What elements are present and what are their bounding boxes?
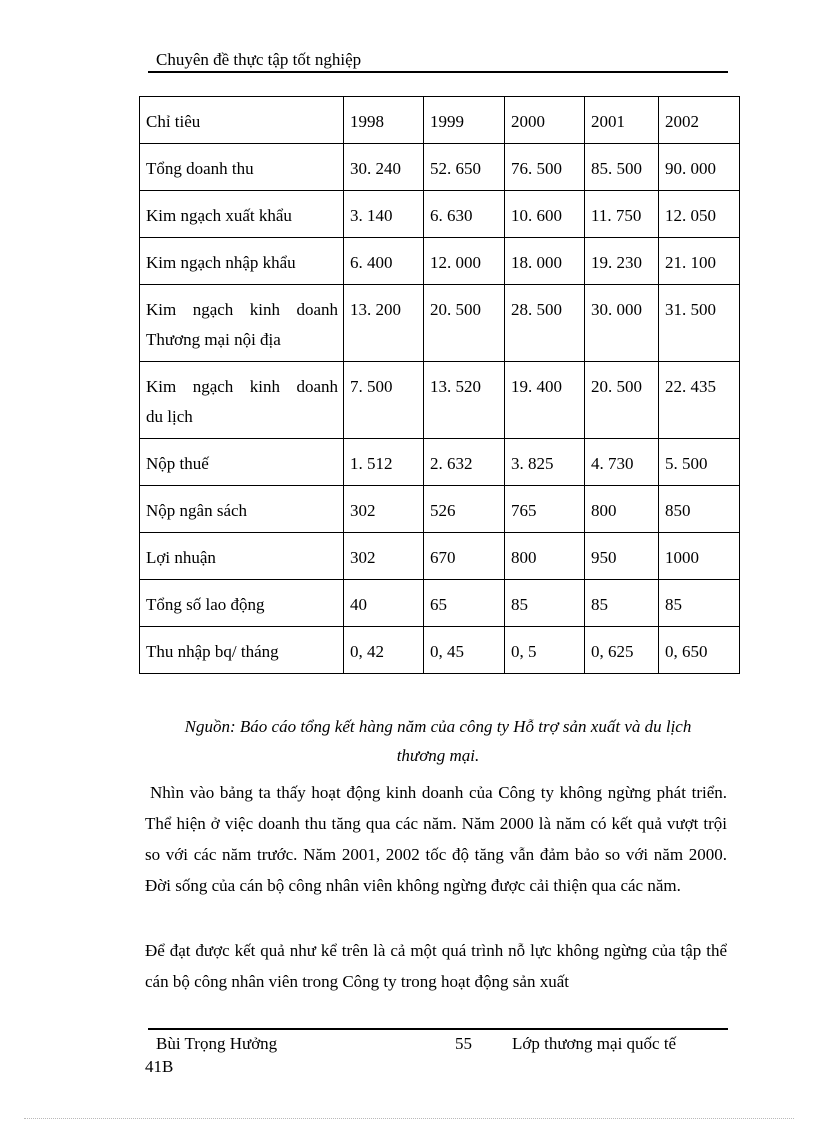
column-header: 1999 bbox=[424, 97, 505, 144]
table-cell: 19. 230 bbox=[585, 238, 659, 285]
table-row bbox=[140, 238, 740, 285]
table-cell: 5. 500 bbox=[659, 439, 740, 486]
row-label: Tổng số lao động bbox=[140, 580, 344, 627]
table-cell: 85 bbox=[659, 580, 740, 627]
table-cell: 12. 050 bbox=[659, 191, 740, 238]
table-cell: 20. 500 bbox=[585, 362, 659, 439]
table-row bbox=[140, 285, 740, 362]
table-cell: 19. 400 bbox=[505, 362, 585, 439]
table-cell: 18. 000 bbox=[505, 238, 585, 285]
table-cell: 4. 730 bbox=[585, 439, 659, 486]
table-cell: 765 bbox=[505, 486, 585, 533]
header-divider bbox=[148, 71, 728, 73]
table-row bbox=[140, 627, 740, 674]
row-label-line: du lịch bbox=[146, 407, 193, 426]
table-cell: 28. 500 bbox=[505, 285, 585, 362]
table-cell: 800 bbox=[505, 533, 585, 580]
column-header: 1998 bbox=[344, 97, 424, 144]
table-cell: 12. 000 bbox=[424, 238, 505, 285]
page-bottom-edge bbox=[24, 1118, 794, 1119]
row-label bbox=[140, 285, 344, 362]
table-cell: 22. 435 bbox=[659, 362, 740, 439]
table-cell: 85. 500 bbox=[585, 144, 659, 191]
table-cell: 6. 400 bbox=[344, 238, 424, 285]
row-label-line: Kim ngạch kinh doanh bbox=[146, 300, 338, 319]
page-number: 55 bbox=[455, 1034, 472, 1053]
table-cell: 2. 632 bbox=[424, 439, 505, 486]
row-label-line: Thương mại nội địa bbox=[146, 330, 281, 349]
table-cell: 13. 200 bbox=[344, 285, 424, 362]
column-header: 2001 bbox=[585, 97, 659, 144]
table-cell: 65 bbox=[424, 580, 505, 627]
body-paragraph: Nhìn vào bảng ta thấy hoạt động kinh doanh của Công ty không ngừng phát triển. Thể hiện ở việc doanh thu tăng qua các năm. Năm 2000 là năm có kết quả vượt trội so với các năm trước. Năm 2001, 2002 tốc độ tăng vẫn đảm bảo so với năm 2000. Đời sống của cán bộ công nhân viên không ngừng được cải thiện qua các năm. bbox=[145, 783, 727, 895]
table-cell: 3. 825 bbox=[505, 439, 585, 486]
table-cell: 85 bbox=[585, 580, 659, 627]
table-row bbox=[140, 144, 740, 191]
row-label: Kim ngạch xuất khẩu bbox=[140, 191, 344, 238]
table-cell: 0, 5 bbox=[505, 627, 585, 674]
table-cell: 0, 42 bbox=[344, 627, 424, 674]
footer-class-name: Lớp thương mại quốc tế bbox=[512, 1034, 677, 1053]
row-label bbox=[140, 362, 344, 439]
table-cell: 800 bbox=[585, 486, 659, 533]
caption-line: Nguồn: Báo cáo tổng kết hàng năm của công ty Hỗ trợ sản xuất và du lịch bbox=[184, 717, 692, 736]
table-cell: 950 bbox=[585, 533, 659, 580]
table-cell: 0, 650 bbox=[659, 627, 740, 674]
table-cell: 302 bbox=[344, 486, 424, 533]
table-cell: 90. 000 bbox=[659, 144, 740, 191]
table-cell: 30. 000 bbox=[585, 285, 659, 362]
table-cell: 52. 650 bbox=[424, 144, 505, 191]
table-cell: 10. 600 bbox=[505, 191, 585, 238]
body-paragraph: Để đạt được kết quả như kể trên là cả một quá trình nỗ lực không ngừng của tập thể cán bộ công nhân viên trong Công ty trong hoạt động sản xuất bbox=[145, 941, 727, 991]
row-label: Nộp ngân sách bbox=[140, 486, 344, 533]
footer-author: Bùi Trọng Hưởng bbox=[156, 1034, 278, 1053]
table-row bbox=[140, 191, 740, 238]
table-cell: 7. 500 bbox=[344, 362, 424, 439]
page-header-title: Chuyên đề thực tập tốt nghiệp bbox=[156, 50, 362, 69]
table-cell: 302 bbox=[344, 533, 424, 580]
footer-class-code: 41B bbox=[145, 1057, 174, 1076]
row-label: Lợi nhuận bbox=[140, 533, 344, 580]
table-row bbox=[140, 439, 740, 486]
table-cell: 30. 240 bbox=[344, 144, 424, 191]
column-header: Chỉ tiêu bbox=[140, 97, 344, 144]
table-cell: 0, 625 bbox=[585, 627, 659, 674]
table-cell: 31. 500 bbox=[659, 285, 740, 362]
table-cell: 6. 630 bbox=[424, 191, 505, 238]
table-cell: 76. 500 bbox=[505, 144, 585, 191]
footer-divider bbox=[148, 1028, 728, 1030]
table-cell: 3. 140 bbox=[344, 191, 424, 238]
table-row bbox=[140, 580, 740, 627]
table-cell: 20. 500 bbox=[424, 285, 505, 362]
table-cell: 11. 750 bbox=[585, 191, 659, 238]
column-header: 2000 bbox=[505, 97, 585, 144]
row-label-line: Kim ngạch kinh doanh bbox=[146, 377, 338, 396]
table-row bbox=[140, 362, 740, 439]
caption-line: thương mại. bbox=[396, 746, 480, 765]
table-cell: 670 bbox=[424, 533, 505, 580]
table-row bbox=[140, 533, 740, 580]
business-results-table bbox=[139, 96, 740, 674]
row-label: Kim ngạch nhập khẩu bbox=[140, 238, 344, 285]
table-cell: 13. 520 bbox=[424, 362, 505, 439]
column-header: 2002 bbox=[659, 97, 740, 144]
row-label: Tổng doanh thu bbox=[140, 144, 344, 191]
table-cell: 0, 45 bbox=[424, 627, 505, 674]
table-header-row bbox=[140, 97, 740, 144]
row-label: Thu nhập bq/ tháng bbox=[140, 627, 344, 674]
table-cell: 850 bbox=[659, 486, 740, 533]
table-cell: 21. 100 bbox=[659, 238, 740, 285]
row-label: Nộp thuế bbox=[140, 439, 344, 486]
table-row bbox=[140, 486, 740, 533]
table-cell: 526 bbox=[424, 486, 505, 533]
table-cell: 85 bbox=[505, 580, 585, 627]
table-cell: 40 bbox=[344, 580, 424, 627]
table-cell: 1. 512 bbox=[344, 439, 424, 486]
table-cell: 1000 bbox=[659, 533, 740, 580]
table-source-caption bbox=[140, 712, 736, 770]
